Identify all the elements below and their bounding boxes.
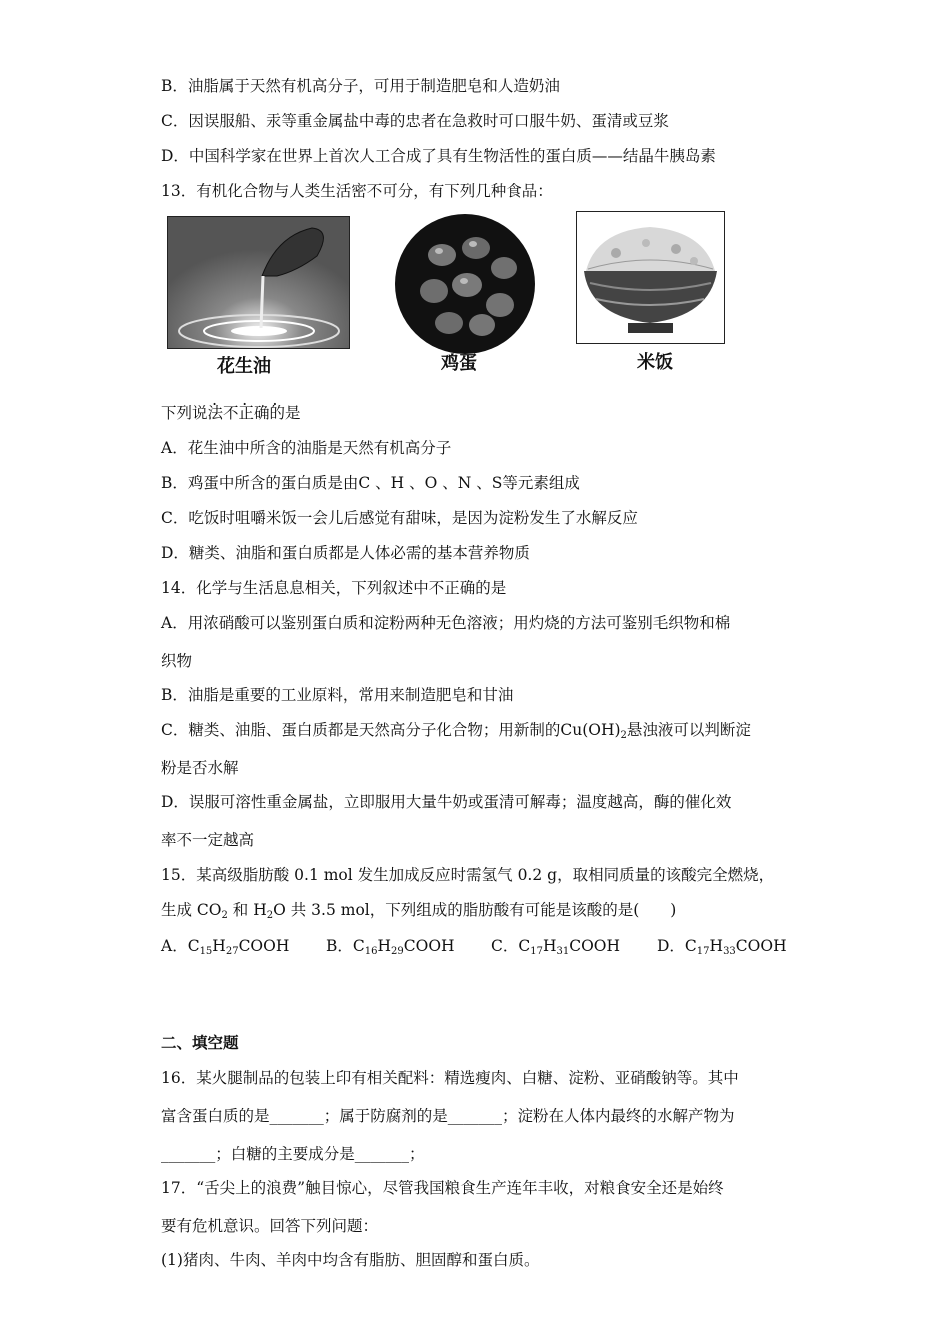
section-title: 二、填空题 <box>161 1034 239 1052</box>
question-13-prompt: 下列说法不正确的是 <box>161 404 301 422</box>
option-13d: D．糖类、油脂和蛋白质都是人体必需的基本营养物质 <box>161 544 530 562</box>
question-17-line3: (1)猪肉、牛肉、羊肉中均含有脂肪、胆固醇和蛋白质。 <box>161 1251 540 1269</box>
option-14c-line1 <box>161 719 751 747</box>
line-12b: B．油脂属于天然有机高分子，可用于制造肥皂和人造奶油 <box>161 77 560 95</box>
question-15-options <box>161 935 787 963</box>
option-15c: C．$C_{17}H_{31}COOH$ <box>491 937 621 957</box>
question-16-line1: 16．某火腿制品的包装上印有相关配料：精选瘦肉、白糖、淀粉、亚硝酸钠等。其中 <box>161 1069 739 1087</box>
option-14c-text-post: 悬浊液可以判断淀 <box>626 721 751 739</box>
question-16-line2: 富含蛋白质的是_______；属于防腐剂的是_______；淀粉在人体内最终的水解产物为 <box>161 1107 735 1125</box>
egg-image <box>394 213 536 355</box>
option-14b: B．油脂是重要的工业原料，常用来制造肥皂和甘油 <box>161 686 514 704</box>
option-15d: D．$C_{17}H_{33}COOH$ <box>657 937 787 957</box>
option-14a-line1: A．用浓硝酸可以鉴别蛋白质和淀粉两种无色溶液；用灼烧的方法可鉴别毛织物和棉 <box>161 614 731 632</box>
option-15a: A．$C_{15}H_{27}COOH$ <box>161 937 290 957</box>
option-14a-line2: 织物 <box>161 652 193 670</box>
q15-sub-1: 2 <box>221 910 228 921</box>
q15-sub-2: 2 <box>266 910 274 921</box>
question-16-line3: _______；白糖的主要成分是_______； <box>161 1145 425 1163</box>
option-15b: B．$C_{16}H_{29}COOH$ <box>326 937 455 957</box>
option-14c-line2: 粉是否水解 <box>161 759 239 777</box>
question-15-line1: 15．某高级脂肪酸 0.1 mol 发生加成反应时需氢气 0.2 g，取相同质量的该酸完全燃烧， <box>161 866 775 884</box>
peanut-oil-image <box>167 216 350 349</box>
q15-text-b: 和 H <box>227 901 267 919</box>
question-17-line2: 要有危机意识。回答下列问题： <box>161 1217 379 1235</box>
option-14d-line1: D．误服可溶性重金属盐，立即服用大量牛奶或蛋清可解毒；温度越高，酶的催化效 <box>161 793 732 811</box>
option-13c: C．吃饭时咀嚼米饭一会儿后感觉有甜味，是因为淀粉发生了水解反应 <box>161 509 638 527</box>
question-13: 13．有机化合物与人类生活密不可分，有下列几种食品： <box>161 182 553 200</box>
peanut-oil-caption: 花生油 <box>217 356 271 377</box>
q15-text-a: 生成 CO <box>161 901 222 919</box>
emphasis-dots: . . . <box>212 390 288 409</box>
question-15-line2 <box>161 899 676 927</box>
egg-caption: 鸡蛋 <box>441 353 477 374</box>
question-17-line1: 17．“舌尖上的浪费”触目惊心，尽管我国粮食生产连年丰收，对粮食安全还是始终 <box>161 1179 724 1197</box>
line-12c: C．因误服船、汞等重金属盐中毒的忠者在急救时可口服牛奶、蛋清或豆浆 <box>161 112 669 130</box>
option-14d-line2: 率不一定越高 <box>161 831 255 849</box>
option-13b: B．鸡蛋中所含的蛋白质是由C 、H 、O 、N 、S等元素组成 <box>161 474 580 492</box>
question-14: 14．化学与生活息息相关，下列叙述中不正确的是 <box>161 579 507 597</box>
option-14c-text-pre: C．糖类、油脂、蛋白质都是天然高分子化合物；用新制的Cu(OH) <box>161 721 621 739</box>
rice-image <box>576 211 725 344</box>
option-14c-subscript: 2 <box>620 730 627 741</box>
q15-text-c: O 共 3.5 mol，下列组成的脂肪酸有可能是该酸的是( ) <box>273 901 677 919</box>
rice-caption: 米饭 <box>637 352 673 373</box>
line-12d: D．中国科学家在世界上首次人工合成了具有生物活性的蛋白质——结晶牛胰岛素 <box>161 147 716 165</box>
option-13a: A．花生油中所含的油脂是天然有机高分子 <box>161 439 452 457</box>
